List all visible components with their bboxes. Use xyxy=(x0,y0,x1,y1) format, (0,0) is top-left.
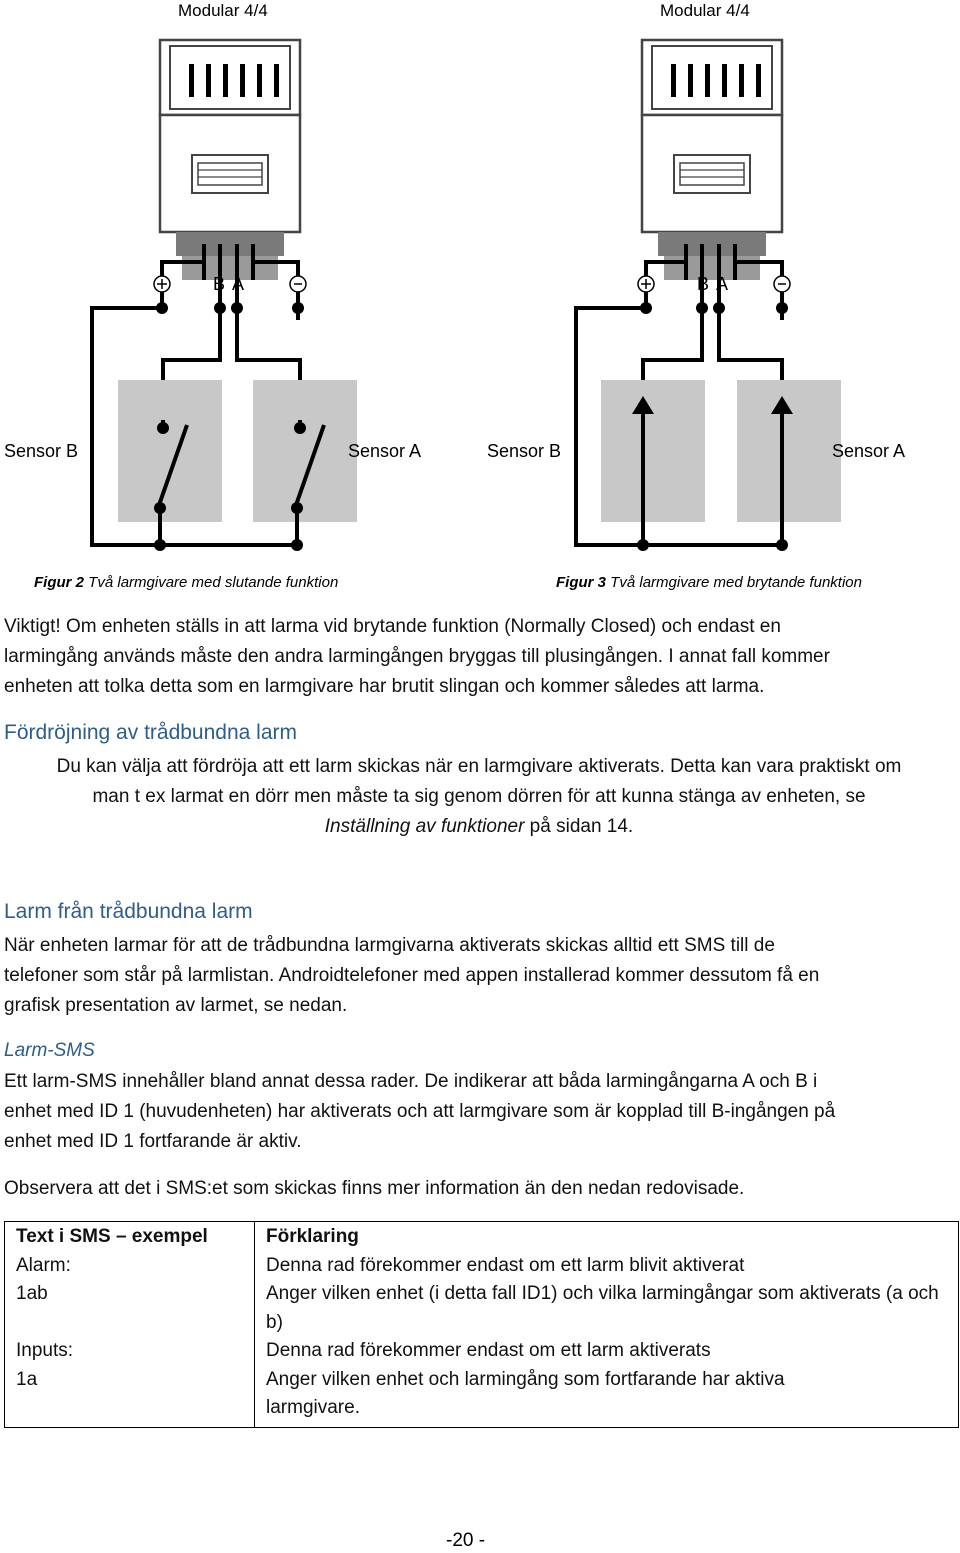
rj45-connector-right xyxy=(642,40,782,280)
sensor-b-box-right xyxy=(601,380,705,522)
reference-link[interactable]: Inställning av funktioner xyxy=(324,816,525,837)
pin-label-a: A xyxy=(716,274,729,294)
text-line: Viktigt! Om enheten ställs in att larma vid brytande funktion (Normally Closed) och endast en xyxy=(4,616,781,637)
sensor-a-box-right xyxy=(737,380,841,522)
delay-paragraph xyxy=(4,752,954,842)
text-line: När enheten larmar för att de trådbundna larmgivarna aktiverats skickas alltid ett SMS till de xyxy=(4,935,775,956)
pin-label-a: A xyxy=(232,274,245,294)
text-line: enheten att tolka detta som en larmgivare har brutit slingan och kommer således att larma. xyxy=(4,676,765,697)
caption-text: Två larmgivare med brytande funktion xyxy=(606,574,862,591)
reference-rest: på sidan 14. xyxy=(524,816,634,837)
wired-alarm-paragraph xyxy=(4,931,954,1021)
delay-heading: Fördröjning av trådbundna larm xyxy=(4,721,297,744)
sensor-b-label-left: Sensor B xyxy=(4,441,79,461)
caption-label: Figur 3 xyxy=(556,574,607,591)
table-cell: 1a xyxy=(5,1366,255,1428)
text-line: telefoner som står på larmlistan. Androidtelefoner med appen installerad kommer dessutom få en xyxy=(4,965,820,986)
pin-label-b: B xyxy=(213,274,226,294)
wired-alarm-heading: Larm från trådbundna larm xyxy=(4,900,253,923)
table-row xyxy=(5,1252,959,1281)
table-header-cell: Text i SMS – exempel xyxy=(5,1222,255,1252)
text-line: grafisk presentation av larmet, se nedan. xyxy=(4,995,348,1016)
table-header-cell: Förklaring xyxy=(266,1226,359,1247)
sensor-b-label-right: Sensor B xyxy=(487,441,562,461)
connector-label-left: Modular 4/4 xyxy=(178,1,268,20)
connector-label-right: Modular 4/4 xyxy=(660,1,750,20)
table-row xyxy=(5,1337,959,1366)
page-number: -20 - xyxy=(446,1530,486,1551)
pin-minus-icon xyxy=(290,276,306,292)
table-header-row xyxy=(5,1222,959,1252)
pin-minus-icon xyxy=(774,276,790,292)
rj45-connector-left xyxy=(160,40,300,280)
pin-plus-icon xyxy=(154,276,170,292)
sms-table xyxy=(4,1221,959,1428)
table-cell: Alarm: xyxy=(5,1252,255,1281)
text-line: enhet med ID 1 fortfarande är aktiv. xyxy=(4,1131,302,1152)
sensor-a-label-left: Sensor A xyxy=(348,441,422,461)
text-line: enhet med ID 1 (huvudenheten) har aktiverats och att larmgivare som är kopplad till B-ingången på xyxy=(4,1101,836,1122)
figure-caption-right xyxy=(556,574,862,591)
sms-note: Observera att det i SMS:et som skickas finns mer information än den nedan redovisade. xyxy=(4,1178,745,1199)
wiring-diagram xyxy=(0,0,960,575)
important-paragraph xyxy=(4,612,954,702)
text-line xyxy=(4,812,954,842)
caption-text: Två larmgivare med slutande funktion xyxy=(84,574,339,591)
table-cell: Inputs: xyxy=(5,1337,255,1366)
pin-plus-icon xyxy=(638,276,654,292)
sms-heading: Larm-SMS xyxy=(4,1040,95,1061)
table-cell: Denna rad förekommer endast om ett larm blivit aktiverat xyxy=(266,1254,745,1276)
table-row xyxy=(5,1280,959,1337)
table-row xyxy=(5,1366,959,1428)
sensor-a-label-right: Sensor A xyxy=(832,441,906,461)
text-line: Du kan välja att fördröja att ett larm skickas när en larmgivare aktiverats. Detta kan vara praktiskt om xyxy=(56,756,902,777)
figure-caption-left xyxy=(34,574,338,591)
text-line: larmingång används måste den andra larmingången bryggas till plusingången. I annat fall kommer xyxy=(4,646,830,667)
sensor-a-box-left xyxy=(253,380,357,522)
caption-label: Figur 2 xyxy=(34,574,85,591)
table-cell: Denna rad förekommer endast om ett larm aktiverats xyxy=(266,1340,711,1361)
table-cell: 1ab xyxy=(5,1280,255,1337)
text-line: Ett larm-SMS innehåller bland annat dessa rader. De indikerar att båda larmingångarna A och B i xyxy=(4,1071,818,1092)
table-cell: Anger vilken enhet (i detta fall ID1) och vilka larmingångar som aktiverats (a och b) xyxy=(266,1283,939,1333)
table-cell: Anger vilken enhet och larmingång som fortfarande har aktiva larmgivare. xyxy=(266,1368,785,1418)
sms-paragraph xyxy=(4,1067,954,1157)
text-line: man t ex larmat en dörr men måste ta sig genom dörren för att kunna stänga av enheten, se xyxy=(92,786,866,807)
sensor-b-box-left xyxy=(118,380,222,522)
pin-label-b: B xyxy=(697,274,710,294)
